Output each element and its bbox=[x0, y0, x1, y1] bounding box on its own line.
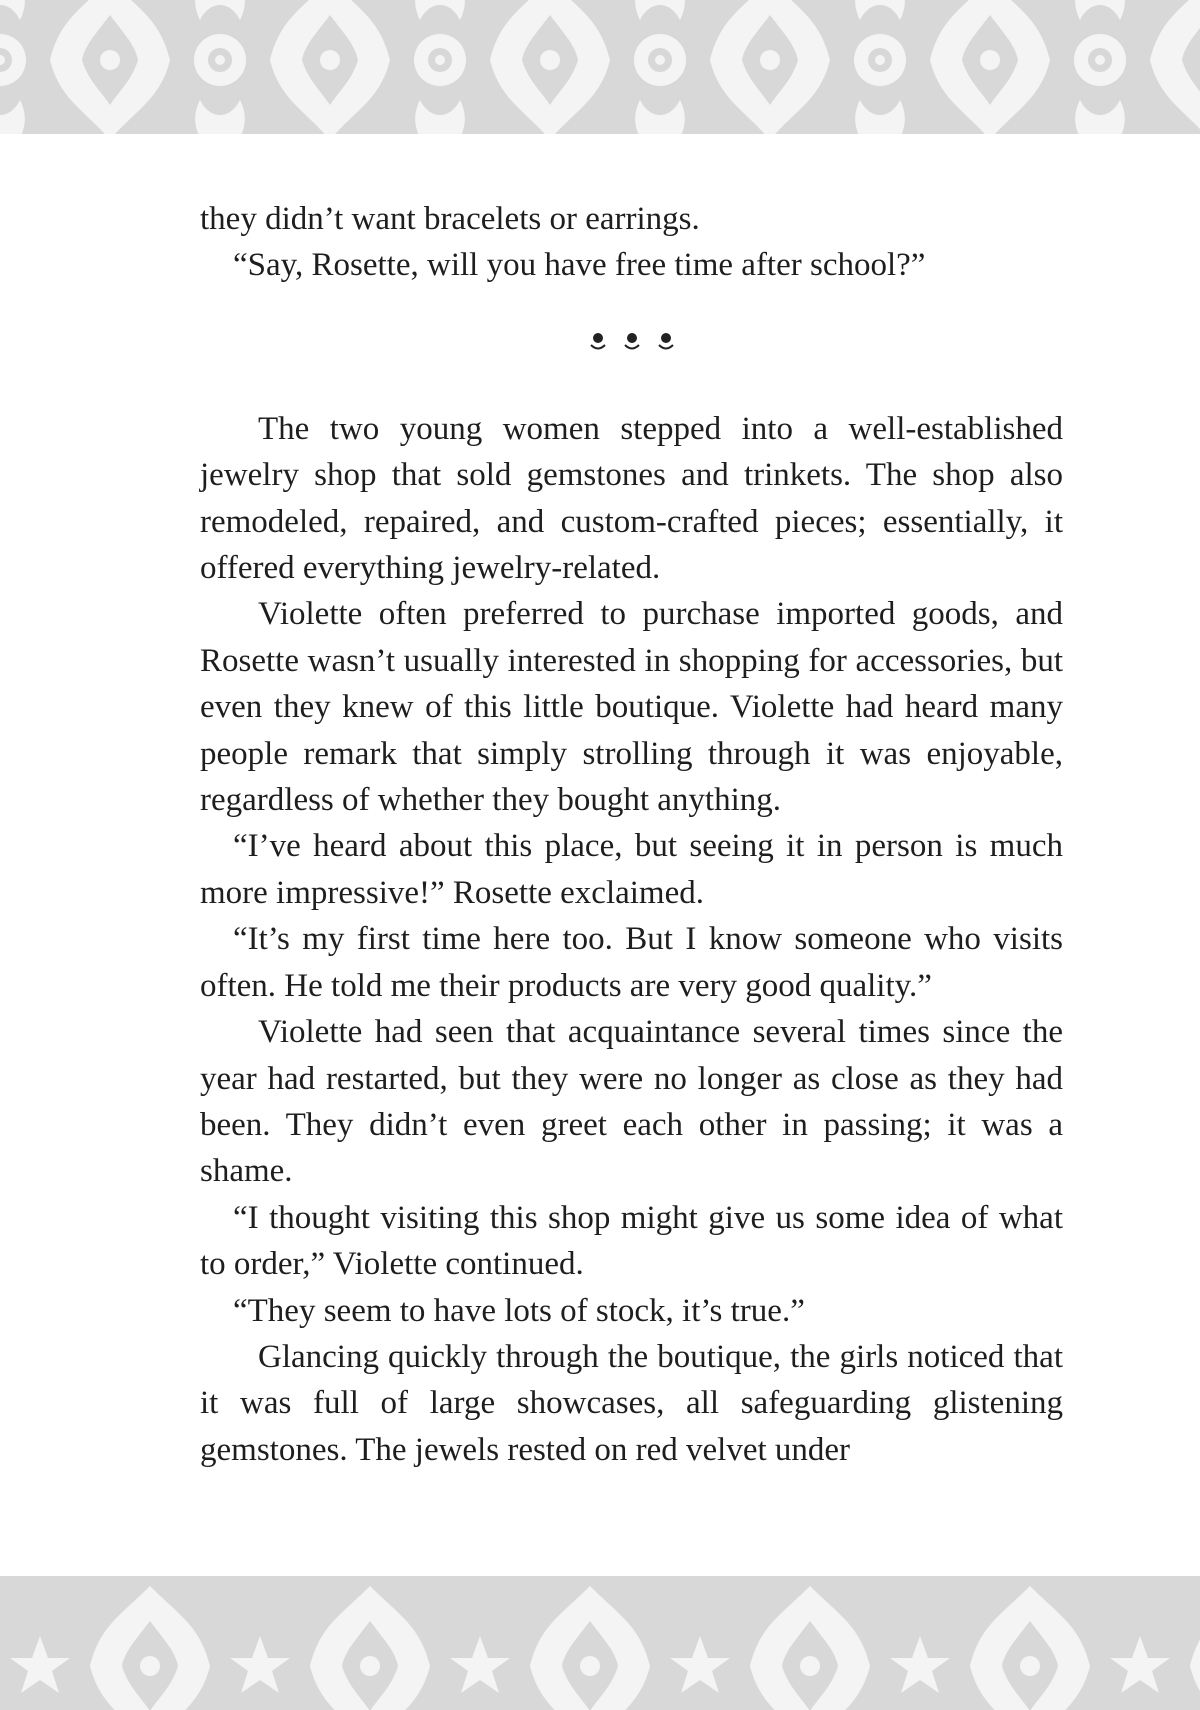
paragraph-dialogue: “It’s my first time here too. But I know someone who visits often. He told me their products are very good quality.” bbox=[200, 921, 1063, 1004]
damask-pattern-bottom bbox=[0, 1576, 1200, 1710]
page-body bbox=[200, 196, 1063, 1473]
paragraph: Violette often preferred to purchase imported goods, and Rosette wasn’t usually interested in shopping for accessories, but even they knew of this little boutique. Violette had heard many people remark that simply strolling through it was enjoyable, regardless of whether they bought anything. bbox=[200, 596, 1063, 819]
rose-ornament-icon bbox=[657, 317, 675, 363]
paragraph-dialogue: “I thought visiting this shop might give us some idea of what to order,” Violette continued. bbox=[200, 1199, 1063, 1283]
rose-ornament-icon bbox=[623, 317, 641, 363]
paragraph: Violette had seen that acquaintance several times since the year had restarted, but they were no longer as close as they had been. They didn’t even greet each other in passing; it was a shame. bbox=[200, 1014, 1063, 1190]
scene-break-divider bbox=[200, 305, 1063, 375]
paragraph-continuation: they didn’t want bracelets or earrings. bbox=[200, 201, 700, 237]
paragraph: Glancing quickly through the boutique, the girls noticed that it was full of large showcases, all safeguarding glistening gemstones. The jewels rested on red velvet under bbox=[200, 1338, 1063, 1468]
paragraph-dialogue: “They seem to have lots of stock, it’s true.” bbox=[233, 1292, 805, 1329]
header-damask-band bbox=[0, 0, 1200, 134]
paragraph-dialogue: “I’ve heard about this place, but seeing it in person is much more impressive!” Rosette exclaimed. bbox=[200, 828, 1063, 911]
paragraph: The two young women stepped into a well-established jewelry shop that sold gemstones and trinkets. The shop also remodeled, repaired, and custom-crafted pieces; essentially, it offered everything jewelry-related. bbox=[200, 410, 1063, 587]
footer-damask-band bbox=[0, 1576, 1200, 1710]
paragraph-dialogue: “Say, Rosette, will you have free time after school?” bbox=[233, 247, 926, 284]
rose-ornament-icon bbox=[589, 317, 607, 363]
damask-pattern-top bbox=[0, 0, 1200, 134]
